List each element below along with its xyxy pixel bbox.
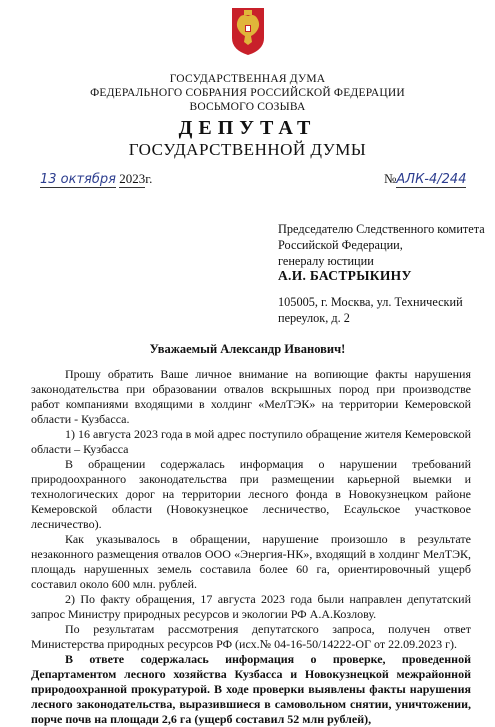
- org-line-3: ВОСЬМОГО СОЗЫВА: [189, 101, 306, 113]
- address-line-1: 105005, г. Москва, ул. Технический: [278, 295, 463, 309]
- letter-number: [384, 171, 466, 188]
- addressee-name: А.И. БАСТРЫКИНУ: [278, 268, 412, 283]
- number-prefix: №: [384, 171, 397, 186]
- date-year: 2023: [119, 171, 146, 186]
- paragraph-2: [31, 427, 471, 457]
- duma-title: ГОСУДАРСТВЕННОЙ ДУМЫ: [128, 140, 367, 159]
- paragraph-5: [31, 592, 471, 622]
- coat-of-arms-emblem-icon: [230, 4, 266, 56]
- org-line-2: ФЕДЕРАЛЬНОГО СОБРАНИЯ РОССИЙСКОЙ ФЕДЕРАЦИИ: [90, 87, 405, 99]
- paragraph-4-text: Как указывалось в обращении, нарушение произошло в результате незаконного размещения отвалов ООО «Энергия-НК», входящий в холдинг МелТЭК, площадь нарушенных земель составила более 60 га, ориентировочный ущерб составил около 600 млн. рублей.: [31, 532, 471, 591]
- paragraph-1-text: Прошу обратить Ваше личное внимание на вопиющие факты нарушения законодательства при образовании отвалов вскрышных пород при производстве работ компаниями входящими в холдинг «МелТЭК» на территории Кемеровской области - Кузбасса.: [31, 367, 471, 426]
- paragraph-4: [31, 532, 471, 592]
- date-suffix: г.: [145, 171, 153, 186]
- date-handwritten: 13 октября: [40, 172, 116, 187]
- addressee-line-2: Российской Федерации,: [278, 238, 403, 252]
- paragraph-6-text: По результатам рассмотрения депутатского запроса, получен ответ Министерства природных ресурсов РФ (исх.№ 04-16-50/14222-ОГ от 22.09.2023 г).: [31, 622, 471, 651]
- paragraph-3-text: В обращении содержалась информация о нарушении требований природоохранного законодательства при размещении карьерной выемки и технологических дорог на территории лесного фонда в Новокузнецком районе Кемеровской области (Новокузнецкое лесничество, Есаульское участковое лесничество).: [31, 457, 471, 531]
- greeting: Уважаемый Александр Иванович!: [149, 342, 346, 356]
- address-line-2: переулок, д. 2: [278, 311, 350, 325]
- deputy-title: ДЕПУТАТ: [178, 117, 317, 139]
- paragraph-5-text: 2) По факту обращения, 17 августа 2023 года были направлен депутатский запрос Министру природных ресурсов и экологии РФ А.А.Козлову.: [31, 592, 471, 621]
- letter-date: [40, 171, 152, 188]
- paragraph-7: [31, 652, 471, 727]
- paragraph-1: [31, 367, 471, 427]
- number-handwritten: АЛК-4/244: [396, 172, 467, 187]
- addressee-line-1: Председателю Следственного комитета: [278, 222, 485, 236]
- paragraph-6: [31, 622, 471, 652]
- org-line-1: ГОСУДАРСТВЕННАЯ ДУМА: [169, 73, 326, 85]
- addressee-line-3: генералу юстиции: [278, 254, 374, 268]
- paragraph-7-text: В ответе содержалась информация о проверке, проведенной Департаментом лесного хозяйства Кузбасса и Новокузнецкой межрайонной природоохранной прокуратурой. В ходе проверки выявлены факты нарушения лесного законодательства, выразившиеся в самовольном снятии, уничтожении, порче почв на площади 2,6 га (ущерб составил 52 млн рублей),: [31, 652, 471, 726]
- paragraph-3: [31, 457, 471, 532]
- paragraph-2-text: 1) 16 августа 2023 года в мой адрес поступило обращение жителя Кемеровской области – Кузбасса: [31, 427, 472, 456]
